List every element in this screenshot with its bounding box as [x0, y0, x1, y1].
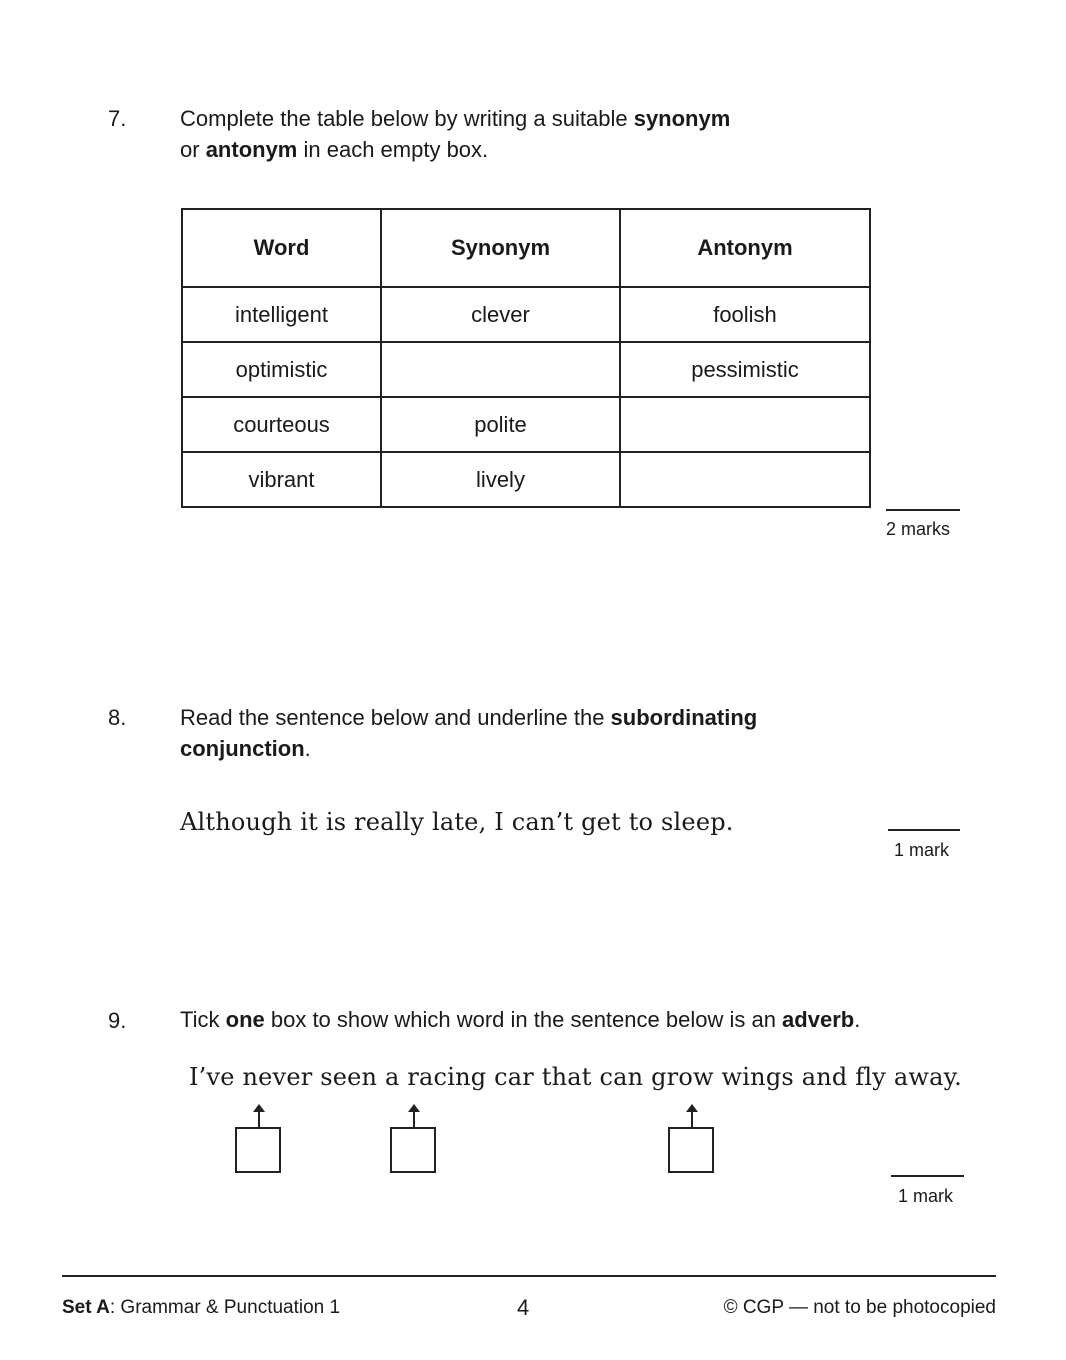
cell-word: intelligent: [182, 287, 381, 342]
cell-antonym-empty[interactable]: [620, 452, 870, 507]
keyword-subordinating: subordinating: [610, 705, 758, 730]
table-row: [182, 452, 870, 507]
cell-synonym: clever: [381, 287, 620, 342]
table-row: [182, 342, 870, 397]
keyword-one: one: [225, 1007, 265, 1032]
cell-antonym: pessimistic: [620, 342, 870, 397]
table-row: [182, 397, 870, 452]
question-7-prompt: Complete the table below by writing a suitable synonym or antonym in each empty box.: [180, 106, 731, 162]
marks-label-q7: 2 marks: [886, 519, 951, 539]
checkbox[interactable]: [668, 1127, 714, 1173]
table-row: [182, 287, 870, 342]
cell-antonym: foolish: [620, 287, 870, 342]
marks-line: [888, 829, 960, 831]
cell-synonym: polite: [381, 397, 620, 452]
question-8-number: 8.: [108, 705, 127, 730]
cell-synonym: lively: [381, 452, 620, 507]
footer-set-info: [62, 1297, 340, 1319]
footer-divider: [62, 1275, 996, 1277]
marks-line: [886, 509, 960, 511]
keyword-adverb: adverb: [782, 1007, 855, 1032]
cell-word: courteous: [182, 397, 381, 452]
marks-label-q8: 1 mark: [894, 840, 950, 860]
footer-set-label: Set A: [62, 1297, 110, 1318]
header-word: Word: [182, 209, 381, 287]
cell-antonym-empty[interactable]: [620, 397, 870, 452]
cell-word: vibrant: [182, 452, 381, 507]
header-synonym: Synonym: [381, 209, 620, 287]
question-8-prompt: Read the sentence below and underline the subordinating conjunction.: [180, 705, 758, 761]
question-9-prompt: Tick one box to show which word in the sentence below is an adverb.: [180, 1007, 861, 1032]
keyword-synonym: synonym: [633, 106, 731, 131]
marks-line: [891, 1175, 964, 1177]
checkbox[interactable]: [390, 1127, 436, 1173]
arrow-stem: [413, 1108, 415, 1128]
question-7-number: 7.: [108, 106, 127, 131]
marks-label-q9: 1 mark: [898, 1186, 954, 1206]
arrow-stem: [258, 1108, 260, 1128]
footer-subject: : Grammar & Punctuation 1: [109, 1297, 341, 1318]
keyword-antonym: antonym: [205, 137, 298, 162]
keyword-conjunction: conjunction: [180, 736, 305, 761]
checkbox[interactable]: [235, 1127, 281, 1173]
footer-copyright: © CGP — not to be photocopied: [723, 1297, 996, 1318]
sentence-q8[interactable]: Although it is really late, I can’t get to sleep.: [180, 808, 734, 836]
cell-word: optimistic: [182, 342, 381, 397]
synonym-antonym-table: [181, 208, 871, 508]
page-number: 4: [517, 1295, 530, 1320]
header-antonym: Antonym: [620, 209, 870, 287]
sentence-q9: I’ve never seen a racing car that can grow wings and fly away.: [189, 1063, 962, 1091]
table-header-row: [182, 209, 870, 287]
arrow-stem: [691, 1108, 693, 1128]
question-9-number: 9.: [108, 1008, 127, 1033]
cell-synonym-empty[interactable]: [381, 342, 620, 397]
